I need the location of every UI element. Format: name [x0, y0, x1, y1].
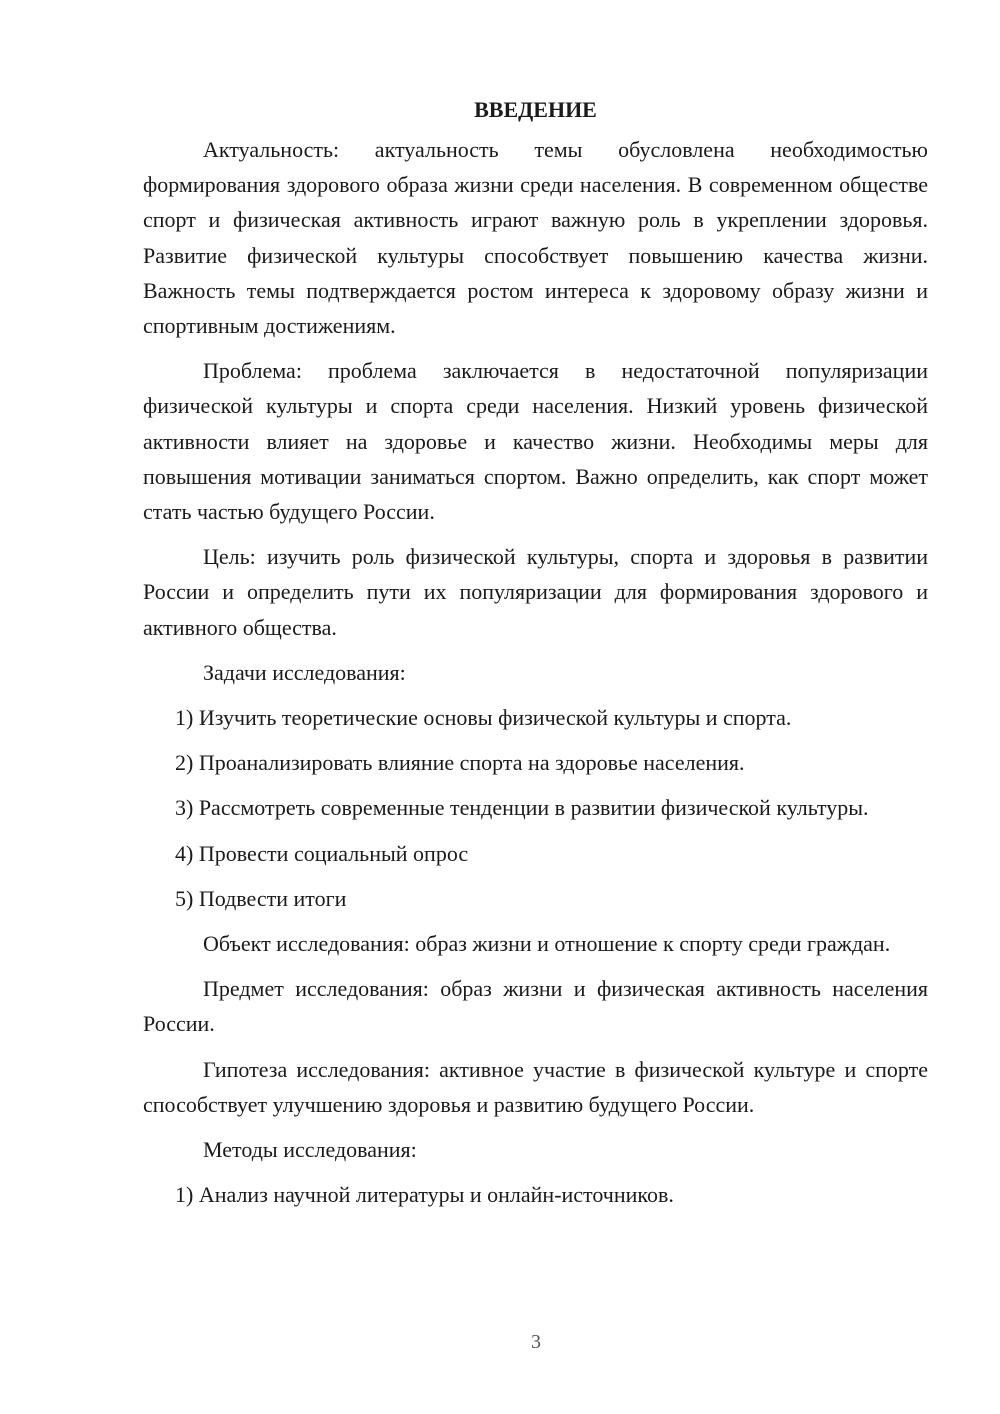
paragraph-hypothesis: Гипотеза исследования: активное участие в физической культуре и спорте способствует улучшению здоровья и развитию будущего России. [143, 1056, 928, 1117]
paragraph-goal: Цель: изучить роль физической культуры, спорта и здоровья в развитии России и определить пути их популяризации для формирования здорового и активного общества. [143, 544, 928, 640]
paragraph-methods-heading: Методы исследования: [203, 1137, 417, 1163]
list-item-task-3: 3) Рассмотреть современные тенденции в развитии физической культуры. [175, 795, 869, 821]
paragraph-problem: Проблема: проблема заключается в недостаточной популяризации физической культуры и спорта среди населения. Низкий уровень физической активности влияет на здоровье и качество жизни. Необходимы меры для повышения мотивации заниматься спортом. Важно определить, как спорт может стать частью будущего России. [143, 358, 928, 525]
list-item-task-2: 2) Проанализировать влияние спорта на здоровье населения. [175, 750, 745, 776]
paragraph-object: Объект исследования: образ жизни и отношение к спорту среди граждан. [203, 931, 891, 957]
section-heading: ВВЕДЕНИЕ [474, 97, 597, 122]
list-item-task-5: 5) Подвести итоги [175, 885, 347, 911]
list-item-task-4: 4) Провести социальный опрос [175, 840, 469, 866]
list-item-task-1: 1) Изучить теоретические основы физической культуры и спорта. [175, 705, 792, 731]
list-item-method-1: 1) Анализ научной литературы и онлайн-источников. [175, 1182, 674, 1208]
document-page [143, 92, 928, 1222]
paragraph-subject: Предмет исследования: образ жизни и физическая активность населения России. [143, 976, 928, 1037]
page-number: 3 [531, 1331, 541, 1353]
paragraph-relevance: Актуальность: актуальность темы обусловлена необходимостью формирования здорового образа жизни среди населения. В современном обществе спорт и физическая активность играют важную роль в укреплении здоровья. Развитие физической культуры способствует повышению качества жизни. Важность темы подтверждается ростом интереса к здоровому образу жизни и спортивным достижениям. [143, 137, 928, 339]
paragraph-tasks-heading: Задачи исследования: [203, 659, 406, 685]
